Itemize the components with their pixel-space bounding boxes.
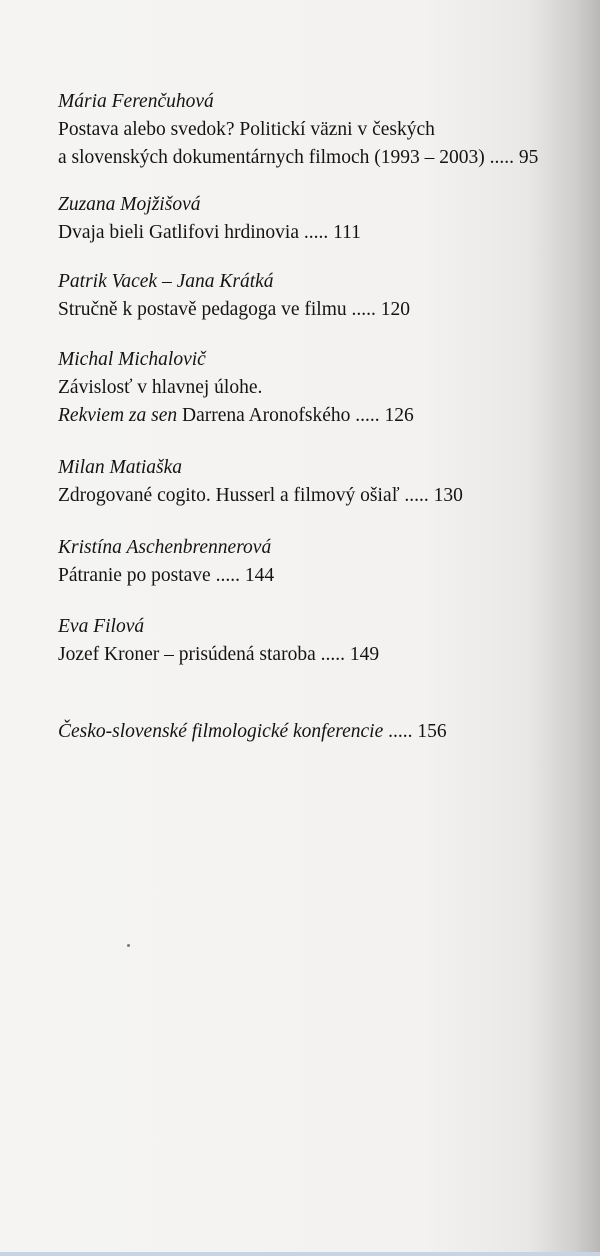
entry-author: Milan Matiaška [58, 457, 183, 478]
page-number: 120 [380, 299, 410, 320]
dot-leader: ..... [388, 721, 413, 742]
entry-author: Michal Michalovič [58, 349, 206, 370]
entry-title-line [58, 562, 588, 590]
toc-entry [58, 534, 588, 590]
toc-entry [58, 613, 588, 669]
entry-title-line [58, 482, 588, 510]
toc-entry [58, 718, 588, 746]
page-bottom-edge [0, 1252, 600, 1256]
entry-title-line [58, 219, 588, 247]
entry-title-line: Postava alebo svedok? Politickí väzni v českých [58, 119, 435, 140]
toc-entry [58, 454, 588, 510]
print-speck [127, 944, 130, 947]
dot-leader: ..... [351, 299, 376, 320]
page-number: 144 [244, 565, 275, 586]
page-number: 156 [417, 721, 447, 742]
entry-title-text: Pátranie po postave [58, 565, 211, 586]
entry-title-text: Darrena Aronofského [182, 405, 351, 426]
entry-author: Kristína Aschenbrennerová [58, 537, 272, 558]
entry-title-text: Česko-slovenské filmologické konferencie [58, 721, 384, 742]
page-number: 95 [518, 147, 539, 168]
entry-title-line [58, 296, 588, 324]
page-number: 111 [333, 222, 361, 243]
entry-title-text: a slovenských dokumentárnych filmoch (1993 – 2003) [58, 147, 485, 168]
entry-title-text: Zdrogované cogito. Husserl a filmový ošiaľ [58, 485, 400, 506]
dot-leader: ..... [320, 644, 345, 665]
entry-author: Zuzana Mojžišová [58, 194, 201, 215]
dot-leader: ..... [355, 405, 380, 426]
entry-title-text: Stručně k postavě pedagoga ve filmu [58, 299, 347, 320]
dot-leader: ..... [303, 222, 329, 243]
entry-title-line [58, 144, 588, 172]
page-number: 149 [349, 644, 380, 665]
entry-title-text: Dvaja bieli Gatlifovi hrdinovia [58, 222, 299, 243]
entry-title-line [58, 641, 588, 669]
entry-author: Patrik Vacek – Jana Krátká [58, 271, 274, 292]
dot-leader: ..... [404, 485, 429, 506]
entry-title-text: Jozef Kroner – prisúdená staroba [58, 644, 316, 665]
toc-entry [58, 268, 588, 324]
page-number: 126 [384, 405, 414, 426]
entry-author: Eva Filová [58, 616, 145, 637]
toc-entry [58, 191, 588, 247]
entry-author: Mária Ferenčuhová [58, 91, 214, 112]
entry-title-line [58, 402, 588, 430]
film-title: Rekviem za sen [58, 405, 178, 426]
dot-leader: ..... [215, 565, 240, 586]
entry-title-line [58, 718, 588, 746]
entry-title-line: Závislosť v hlavnej úlohe. [58, 377, 263, 398]
toc-entry [58, 88, 588, 172]
toc-entry [58, 346, 588, 430]
dot-leader: ..... [489, 147, 514, 168]
page-number: 130 [433, 485, 463, 506]
